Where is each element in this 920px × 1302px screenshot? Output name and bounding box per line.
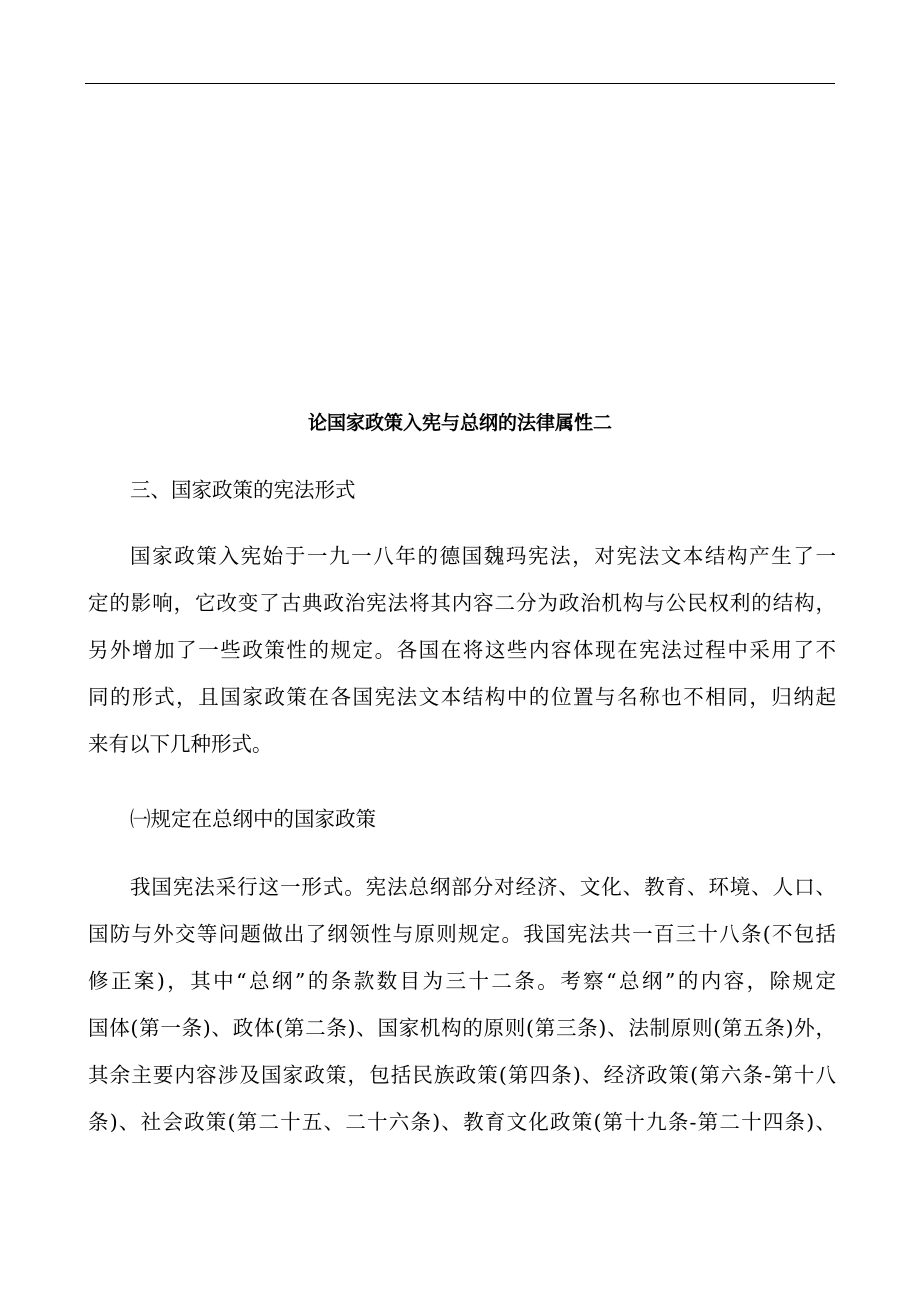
paragraph-line: 来有以下几种形式。 <box>88 732 273 756</box>
paragraph-line: 国防与外交等问题做出了纲领性与原则规定。我国宪法共一百三十八条(不包括 <box>88 922 836 946</box>
paragraph-line: 定的影响，它改变了古典政治宪法将其内容二分为政治机构与公民权利的结构， <box>88 591 836 615</box>
header-rule <box>85 83 835 84</box>
paragraph-line: 国体(第一条)、政体(第二条)、国家机构的原则(第三条)、法制原则(第五条)外， <box>88 1016 836 1040</box>
paragraph-line: 修正案)，其中“总纲”的条款数目为三十二条。考察“总纲”的内容，除规定 <box>88 969 836 993</box>
subheading: ㈠规定在总纲中的国家政策 <box>130 807 376 831</box>
paragraph-line: 其余主要内容涉及国家政策，包括民族政策(第四条)、经济政策(第六条-第十八 <box>88 1063 836 1087</box>
paragraph-line: 我国宪法采行这一形式。宪法总纲部分对经济、文化、教育、环境、人口、 <box>130 875 836 899</box>
paragraph-line: 另外增加了一些政策性的规定。各国在将这些内容体现在宪法过程中采用了不 <box>88 638 836 662</box>
paragraph-line: 同的形式，且国家政策在各国宪法文本结构中的位置与名称也不相同，归纳起 <box>88 685 836 709</box>
document-title: 论国家政策入宪与总纲的法律属性二 <box>307 412 612 434</box>
paragraph-line: 国家政策入宪始于一九一八年的德国魏玛宪法，对宪法文本结构产生了一 <box>130 544 836 568</box>
paragraph-line: 条)、社会政策(第二十五、二十六条)、教育文化政策(第十九条-第二十四条)、 <box>88 1110 836 1134</box>
section-heading: 三、国家政策的宪法形式 <box>130 478 356 502</box>
